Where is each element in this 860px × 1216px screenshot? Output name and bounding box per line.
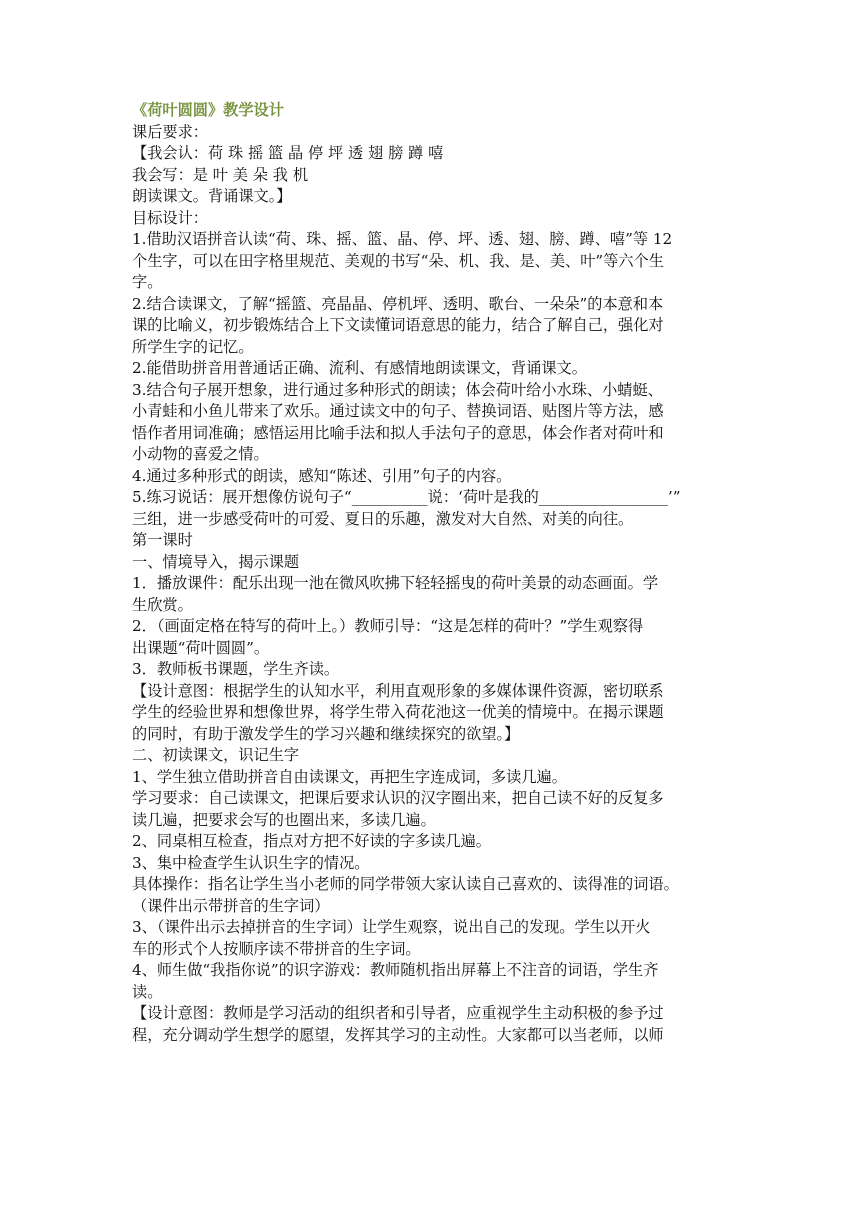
text-line: 2.结合读课文，了解“摇篮、亮晶晶、停机坪、透明、歌台、一朵朵”的本意和本 <box>132 294 664 313</box>
text-line: 1.借助汉语拼音认读“荷、珠、摇、篮、晶、停、坪、透、翅、膀、蹲、嘻”等 12 <box>132 230 673 248</box>
text-line: （课件出示带拼音的生字词） <box>132 896 330 915</box>
text-line: 5.练习说话：展开想像仿说句子“__________说：‘荷叶是我的_________________’” <box>132 488 681 506</box>
text-line: 朗读课文。背诵课文。】 <box>132 187 292 205</box>
text-line: 车的形式个人按顺序读不带拼音的生字词。 <box>132 939 421 958</box>
text-line: 我会写：是 叶 美 朵 我 机 <box>132 165 309 184</box>
text-line: 3．教师板书课题，学生齐读。 <box>132 660 340 678</box>
text-line: 具体操作：指名让学生当小老师的同学带领大家认读自己喜欢的、读得准的词语。 <box>132 875 679 893</box>
document-page <box>132 100 738 1046</box>
text-line: 字。 <box>132 273 163 291</box>
text-line: 1．播放课件：配乐出现一池在微风吹拂下轻轻摇曳的荷叶美景的动态画面。学 <box>132 574 659 592</box>
text-line: 悟作者用词准确；感悟运用比喻手法和拟人手法句子的意思，体会作者对荷叶和 <box>132 423 664 442</box>
text-line: 第一课时 <box>132 531 193 549</box>
text-line: 读。 <box>132 982 163 1001</box>
text-line: 4、师生做“我指你说”的识字游戏：教师随机指出屏幕上不注音的词语，学生齐 <box>132 961 659 979</box>
text-line: 的同时，有助于激发学生的学习兴趣和继续探究的欲望。】 <box>132 724 520 743</box>
text-line: 【我会认：荷 珠 摇 篮 晶 停 坪 透 翅 膀 蹲 嘻 <box>132 144 444 162</box>
text-line: 一、情境导入，揭示课题 <box>132 552 300 571</box>
text-line: 4.通过多种形式的朗读，感知“陈述、引用”句子的内容。 <box>132 466 512 485</box>
text-line: 2、同桌相互检查，指点对方把不好读的字多读几遍。 <box>132 832 491 850</box>
text-line: 程，充分调动学生想学的愿望，发挥其学习的主动性。大家都可以当老师，以师 <box>132 1025 664 1044</box>
text-line: 课后要求： <box>132 122 208 141</box>
text-line: 出课题“荷叶圆圆”。 <box>132 638 270 657</box>
text-line: 小动物的喜爱之情。 <box>132 445 269 463</box>
text-line: 2.能借助拼音用普通话正确、流利、有感情地朗读课文，背诵课文。 <box>132 359 587 377</box>
text-line: 1、学生独立借助拼音自由读课文，再把生字连成词，多读几遍。 <box>132 767 567 786</box>
text-line: 读几遍，把要求会写的也圈出来，多读几遍。 <box>132 810 436 829</box>
text-line: 个生字，可以在田字格里规范、美观的书写“朵、机、我、是、美、叶”等六个生 <box>132 251 664 270</box>
text-line: 2．（画面定格在特写的荷叶上。）教师引导：“这是怎样的荷叶？”学生观察得 <box>132 617 644 635</box>
text-line: 课的比喻义，初步锻炼结合上下文读懂词语意思的能力，结合了解自己，强化对 <box>132 316 664 334</box>
text-line: 3、集中检查学生认识生字的情况。 <box>132 853 370 872</box>
text-line: 所学生字的记忆。 <box>132 337 254 356</box>
text-line: 【设计意图：根据学生的认知水平，利用直观形象的多媒体课件资源，密切联系 <box>132 681 664 700</box>
text-line: 二、初读课文，识记生字 <box>132 746 300 764</box>
text-line: 小青蛙和小鱼儿带来了欢乐。通过读文中的句子、替换词语、贴图片等方法，感 <box>132 402 664 420</box>
text-line: 学生的经验世界和想像世界，将学生带入荷花池这一优美的情境中。在揭示课题 <box>132 703 664 721</box>
text-line: 3.结合句子展开想象，进行通过多种形式的朗读；体会荷叶给小水珠、小蜻蜓、 <box>132 380 663 399</box>
text-line: 生欣赏。 <box>132 595 193 614</box>
text-line: 3、（课件出示去掉拼音的生字词）让学生观察，说出自己的发现。学生以开火 <box>132 918 651 936</box>
text-line: 学习要求：自己读课文，把课后要求认识的汉字圈出来，把自己读不好的反复多 <box>132 789 664 807</box>
document-title: 《荷叶圆圆》教学设计 <box>132 101 284 119</box>
document-body <box>132 122 738 1047</box>
text-line: 【设计意图：教师是学习活动的组织者和引导者，应重视学生主动积极的参予过 <box>132 1004 664 1022</box>
text-line: 目标设计： <box>132 208 208 227</box>
text-line: 三组，进一步感受荷叶的可爱、夏日的乐趣，激发对大自然、对美的向往。 <box>132 509 634 528</box>
